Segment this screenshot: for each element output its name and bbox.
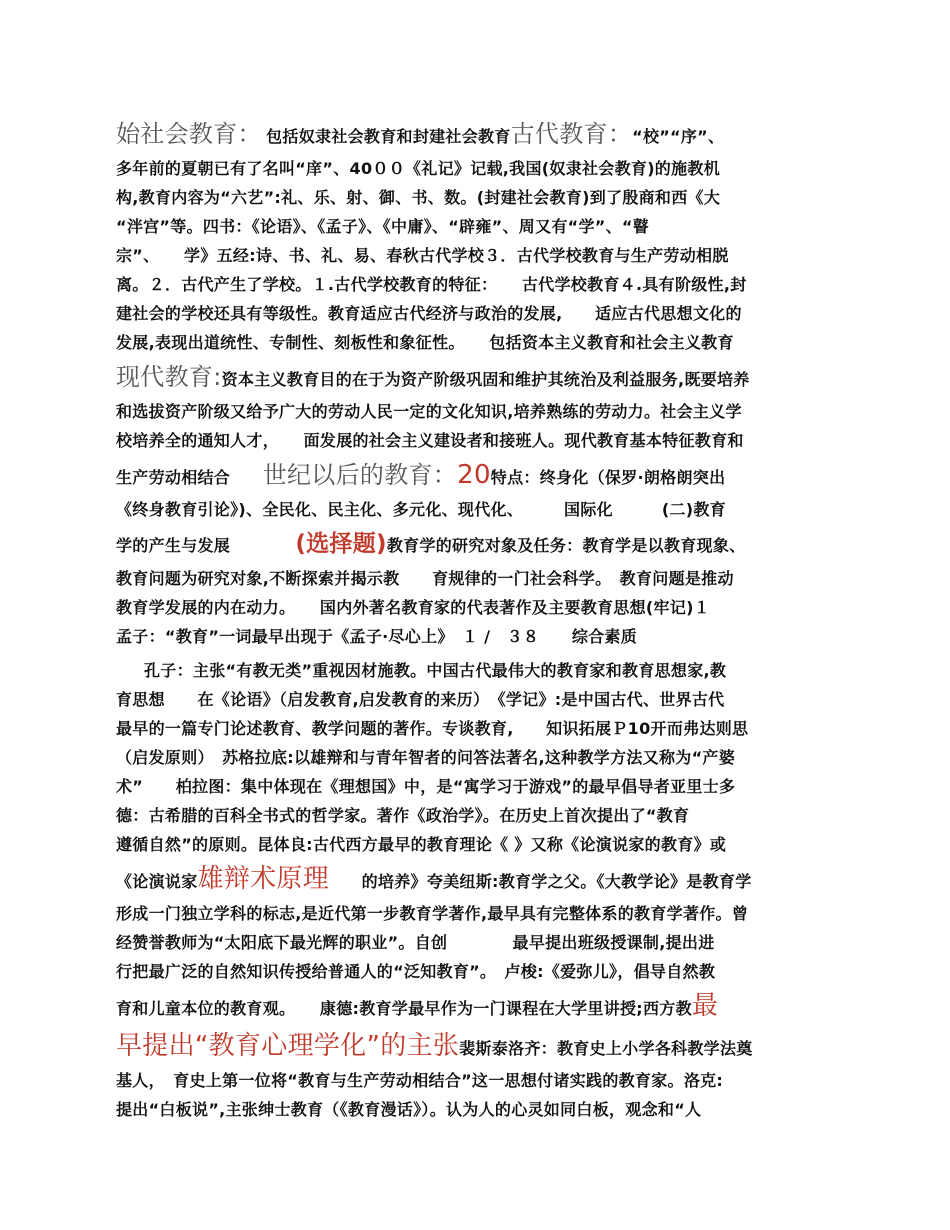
text-line [116, 859, 846, 899]
text-line [116, 986, 846, 1026]
text-line: 孟子：“教育”一词最早出现于《孟子·尽心上》 １ / ３８ 综合素质 [116, 627, 638, 646]
text-line: 构,教育内容为“六艺”:礼、乐、射、御、书、数。(封建社会教育)到了殷商和西《大 [116, 188, 721, 207]
text-span: “校”“序”、 [632, 127, 725, 146]
text-span: 《论演说家 [116, 872, 198, 891]
text-line: 建社会的学校还具有等级性。教育适应古代经济与政治的发展, 适应古代思想文化的 [116, 304, 742, 323]
text-line: 校培养全的通知人才， 面发展的社会主义建设者和接班人。现代教育基本特征教育和 [116, 431, 744, 450]
text-line: “泮宫”等。四书：《论语》、《孟子》、《中庸》、“辟雍”、周又有“学”、“瞽 [116, 217, 650, 236]
text-span: 教育学的研究对象及任务：教育学是以教育现象、 [386, 536, 746, 555]
heading-ancient-education: 古代教育： [510, 120, 633, 148]
text-line: （启发原则） 苏格拉底:以雄辩和与青年智者的问答法著名,这种教学方法又称为“产婆 [116, 748, 735, 767]
text-line: 《终身教育引论》)、全民化、民主化、多元化、现代化、 国际化 (二)教育 [116, 500, 726, 519]
heading-century-education: 世纪以后的教育： [262, 461, 458, 489]
heading-20: 20 [457, 460, 491, 490]
text-line: 育思想 在《论语》（启发教育,启发教育的来历） 《学记》:是中国古代、世界古代 [116, 690, 725, 709]
text-line: 遵循自然”的原则。昆体良:古代西方最早的教育理论《 》又称《论演说家的教育》或 [116, 835, 727, 854]
heading-psychologization: 早提出“教育心理学化”的主张 [116, 1031, 460, 1061]
text-span: 生产劳动相结合 [116, 468, 263, 487]
text-line: 多年前的夏朝已有了名叫“庠”、40００《礼记》记载,我国(奴隶社会教育)的施教机 [116, 159, 721, 178]
text-line: 教育学发展的内在动力。 国内外著名教育家的代表著作及主要教育思想(牢记)１ [116, 598, 711, 617]
text-line: 经赞誉教师为“太阳底下最光辉的职业”。自创 最早提出班级授课制,提出进 [116, 933, 715, 952]
text-span: 包括奴隶社会教育和封建社会教育 [249, 127, 511, 146]
text-line: 离。２．古代产生了学校。１.古代学校教育的特征： 古代学校教育４.具有阶级性,封 [116, 275, 747, 294]
text-span: 裴斯泰洛齐：教育史上小学各科教学法奠 [459, 1039, 753, 1058]
text-span: 资本主义教育目的在于为资产阶级巩固和维护其统治及利益服务,既要培养 [221, 370, 750, 389]
heading-modern-education: 现代教育: [116, 363, 222, 391]
heading-earliest: 最 [691, 991, 719, 1021]
heading-primitive-education: 始社会教育： [116, 120, 250, 148]
text-line [116, 1026, 846, 1066]
text-line: 教育问题为研究对象,不断探索并揭示教 育规律的一门社会科学。 教育问题是推动 [116, 569, 734, 588]
text-line: 发展,表现出道统性、专制性、刻板性和象征性。 包括资本主义教育和社会主义教育 [116, 333, 734, 352]
text-span: 特点：终身化（保罗·朗格朗突出 [490, 468, 726, 487]
heading-choice-question: (选择题) [295, 531, 387, 557]
text-line [116, 524, 846, 564]
text-line: 形成一门独立学科的标志,是近代第一步教育学著作,最早具有完整体系的教育学著作。曾 [116, 904, 749, 923]
text-span: 学的产生与发展 [116, 536, 296, 555]
text-line: 术” 柏拉图：集中体现在《理想国》中，是“寓学习于游戏”的最早倡导者亚里士多 [116, 777, 736, 796]
text-line [116, 357, 846, 397]
text-line: 行把最广泛的自然知识传授给普通人的“泛知教育”。 卢梭:《爱弥儿》，倡导自然教 [116, 962, 716, 981]
text-line: 宗”、 学》五经:诗、书、礼、易、春秋古代学校３．古代学校教育与生产劳动相脱 [116, 246, 729, 265]
text-line: 孔子：主张“有教无类”重视因材施教。中国古代最伟大的教育家和教育思想家,教 [144, 661, 727, 680]
text-span: 的培养》夸美纽斯:教育学之父。《大教学论》是教育学 [329, 872, 752, 891]
text-line [116, 114, 846, 154]
paragraph-1 [116, 114, 846, 651]
text-line: 德：古希腊的百科全书式的哲学家。著作《政治学》。在历史上首次提出了“教育 [116, 806, 690, 825]
text-line: 提出“白板说”,主张绅士教育（《教育漫话》）。认为人的心灵如同白板，观念和“人 [116, 1100, 702, 1119]
text-span: 育和儿童本位的教育观。 康德:教育学最早作为一门课程在大学里讲授;西方教 [116, 999, 692, 1018]
heading-rhetoric-principles: 雄辩术原理 [197, 864, 330, 894]
text-line: 基人， 育史上第一位将“教育与生产劳动相结合”这一思想付诸实践的教育家。洛克: [116, 1071, 724, 1090]
text-line: 和选拔资产阶级又给予广大的劳动人民一定的文化知识,培养熟练的劳动力。社会主义学 [116, 402, 742, 421]
paragraph-2 [116, 656, 846, 1124]
text-line [116, 455, 846, 495]
text-line: 最早的一篇专门论述教育、教学问题的著作。专谈教育, 知识拓展Ｐ10开而弗达则思 [116, 719, 749, 738]
